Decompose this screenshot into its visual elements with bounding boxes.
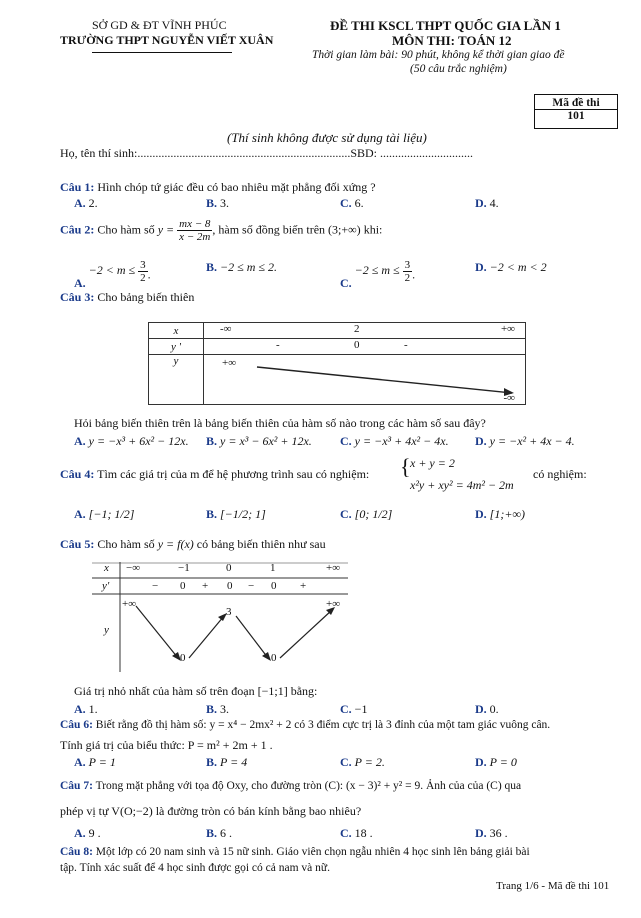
q8-text-2: tập. Tính xác suất để 4 học sinh được gọi có cả nam và nữ. <box>60 862 330 874</box>
q7-option-a: A. 9 . <box>74 826 101 840</box>
q1-text: Hình chóp tứ giác đều có bao nhiêu mặt phẳng đối xứng ? <box>97 180 376 194</box>
q5-val-min-2: 0 <box>271 652 277 664</box>
question-2: Câu 2: Cho hàm số y = $\frac{mx - 8}{x - 2m}$ , hàm số đồng biến trên (3;+∞) khi: <box>60 218 383 243</box>
question-4: Câu 4: Tìm các giá trị của m để hệ phương trình sau có nghiệm: <box>60 467 370 481</box>
q5-yp-label: y' <box>102 580 110 592</box>
q5-option-c: C. −1 <box>340 702 368 716</box>
candidate-info: Họ, tên thí sinh:.......................................................................SBD: ............................... <box>60 146 474 160</box>
q5-val-max: 3 <box>226 606 232 618</box>
q5-option-d: D. 0. <box>475 702 499 716</box>
q7-option-c: C. 18 . <box>340 826 373 840</box>
question-7: Câu 7: Trong mặt phẳng với tọa độ Oxy, cho đường tròn (C): (x − 3)² + y² = 9. Ảnh của của (C) qua <box>60 780 522 792</box>
exam-code-label: Mã đề thi <box>535 97 617 110</box>
q5-sign-1: 0 <box>180 580 186 592</box>
question-8: Câu 8: Một lớp có 20 nam sinh và 15 nữ sinh. Giáo viên chọn ngẫu nhiên 4 học sinh lên bảng giải bài <box>60 846 530 858</box>
q6-text-2: Tính giá trị của biểu thức: P = m² + 2m + 1 . <box>60 738 273 752</box>
q3-option-c: C. y = −x³ + 4x² − 4x. <box>340 434 449 448</box>
exam-code: 101 <box>567 110 585 122</box>
q6-option-b: B. P = 4 <box>206 755 248 769</box>
q4-option-c: C. [0; 1/2] <box>340 507 393 521</box>
q1-option-d: D. 4. <box>475 196 499 210</box>
page-footer: Trang 1/6 - Mã đề thi 101 <box>496 880 610 892</box>
q5-variation-table <box>92 562 350 674</box>
q1-option-b: B. 3. <box>206 196 230 210</box>
q1-option-a: A. 2. <box>74 196 98 210</box>
q5-x-1: −1 <box>178 562 190 574</box>
q5-x-0: −∞ <box>126 562 141 574</box>
school-underline <box>92 52 232 53</box>
q4-eq2: x²y + xy² = 4m² − 2m <box>410 478 514 492</box>
q7-option-d: D. 36 . <box>475 826 508 840</box>
q7-text-2: phép vị tự V(O;−2) là đường tròn có bán kính bằng bao nhiêu? <box>60 804 362 818</box>
q5-sign-0: − <box>152 580 159 592</box>
exam-title: ĐỀ THI KSCL THPT QUỐC GIA LẦN 1 <box>330 18 561 33</box>
q5-x-3: 1 <box>270 562 276 574</box>
q5-sign-5: 0 <box>271 580 277 592</box>
question-1 <box>60 180 376 195</box>
q2-option-b: B. −2 ≤ m ≤ 2. <box>206 260 277 274</box>
q3-option-b: B. y = x³ − 6x² + 12x. <box>206 434 312 448</box>
q2-fraction: $\frac{mx - 8}{x - 2m}$ <box>179 218 211 243</box>
q6-option-a: A. P = 1 <box>74 755 116 769</box>
q4-eq1: x + y = 2 <box>410 456 455 470</box>
q5-option-b: B. 3. <box>206 702 230 716</box>
q1-label: Câu 1: <box>60 180 95 194</box>
subject: MÔN THI: TOÁN 12 <box>392 33 512 48</box>
q5-option-a: A. 1. <box>74 702 98 716</box>
q5-sign-4: − <box>248 580 255 592</box>
q4-option-b: B. [−1/2; 1] <box>206 507 266 521</box>
q5-x-label: x <box>104 562 109 574</box>
q5-ask: Giá trị nhỏ nhất của hàm số trên đoạn [−1;1] bằng: <box>74 684 318 698</box>
q3-ask: Hỏi bảng biến thiên trên là bảng biến thiên của hàm số nào trong các hàm số sau đây? <box>74 416 486 430</box>
question-6: Câu 6: Biết rằng đồ thị hàm số: y = x⁴ − 2mx² + 2 có 3 điểm cực trị là 3 đỉnh của một tam giác vuông cân. <box>60 719 551 731</box>
q6-option-c: C. P = 2. <box>340 755 385 769</box>
school-name: TRƯỜNG THPT NGUYỄN VIẾT XUÂN <box>60 33 274 47</box>
q5-sign-2: + <box>202 580 209 592</box>
q5-sign-3: 0 <box>227 580 233 592</box>
q7-option-b: B. 6 . <box>206 826 233 840</box>
q5-y-label: y <box>104 624 109 636</box>
q2-option-a: A. −2 < m ≤ $\frac{3}{2}$ . <box>74 259 151 291</box>
q5-sign-6: + <box>300 580 307 592</box>
question-3: Câu 3: Cho bảng biến thiên <box>60 290 195 304</box>
q5-val-min-1: 0 <box>180 652 186 664</box>
q1-option-c: C. 6. <box>340 196 364 210</box>
question-count: (50 câu trắc nghiệm) <box>410 63 507 75</box>
q3-option-a: A. y = −x³ + 6x² − 12x. <box>74 434 189 448</box>
q3-option-d: D. y = −x² + 4x − 4. <box>475 434 575 448</box>
q6-option-d: D. P = 0 <box>475 755 517 769</box>
q4-option-d: D. [1;+∞) <box>475 507 525 521</box>
q3-variation-table: x -∞ 2 +∞ y ' - 0 - y +∞ -∞ <box>148 322 526 405</box>
q4-end: có nghiệm: <box>533 467 587 481</box>
q4-brace: { <box>400 454 411 479</box>
q5-val-top-left: +∞ <box>122 598 137 610</box>
time-limit: Thời gian làm bài: 90 phút, không kể thời gian giao đề <box>312 49 565 61</box>
q5-x-2: 0 <box>226 562 232 574</box>
q4-option-a: A. [−1; 1/2] <box>74 507 135 521</box>
q5-x-4: +∞ <box>326 562 341 574</box>
notice: (Thí sinh không được sử dụng tài liệu) <box>227 130 427 145</box>
q2-option-d: D. −2 < m < 2 <box>475 260 547 274</box>
q3-decreasing-arrow <box>252 361 542 401</box>
exam-code-box <box>534 94 618 129</box>
department: SỞ GD & ĐT VĨNH PHÚC <box>92 18 227 32</box>
q2-option-c: C. −2 ≤ m ≤ $\frac{3}{2}$ . <box>340 259 416 291</box>
question-5: Câu 5: Cho hàm số y = f(x) có bảng biến thiên như sau <box>60 537 326 551</box>
q5-val-top-right: +∞ <box>326 598 341 610</box>
